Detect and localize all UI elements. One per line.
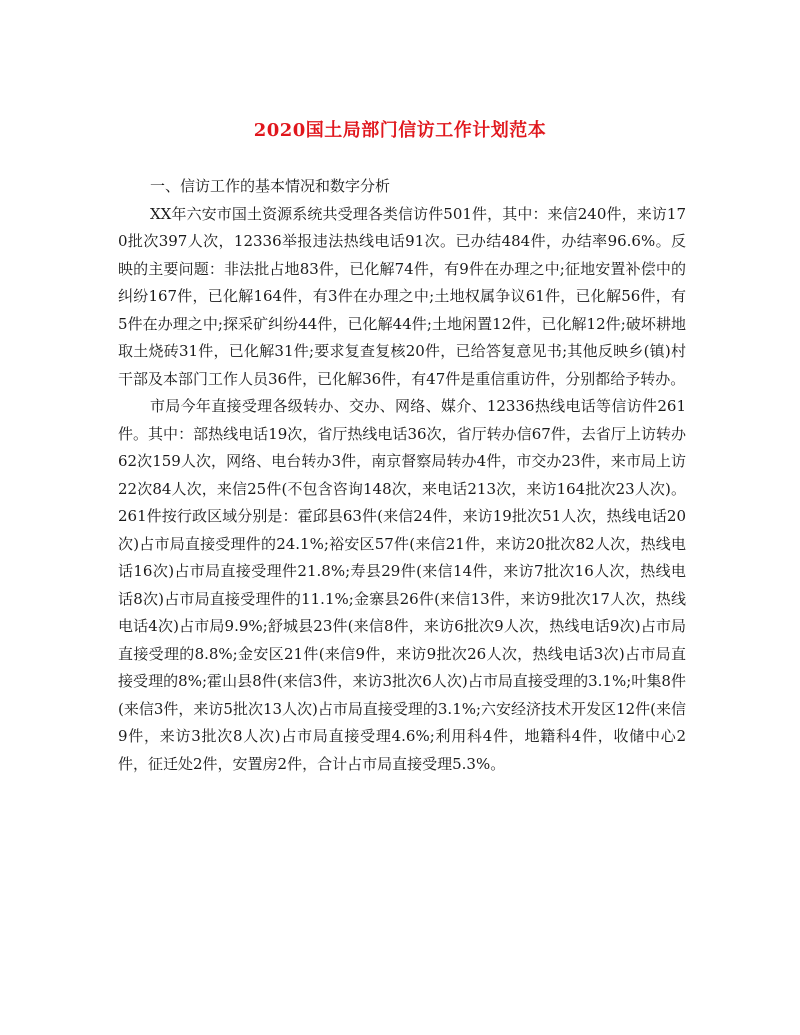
body-paragraph: 市局今年直接受理各级转办、交办、网络、媒介、12336热线电话等信访件261件。其中：部热线电话19次，省厅热线电话36次，省厅转办信67件，去省厅上访转办62次159人次，网络、电台转办3件，南京督察局转办4件，市交办23件，来市局上访22次84人次，来信25件(不包含咨询148次，来电话213次，来访164批次23人次)。261件按行政区域分别是：霍邱县63件(来信24件，来访19批次51人次，热线电话20次)占市局直接受理件的24.1%;裕安区57件(来信21件，来访20批次82人次，热线电话16次)占市局直接受理件21.8%;寿县29件(来信14件，来访7批次16人次，热线电话8次)占市局直接受理件的11.1%;金寨县26件(来信13件，来访9批次17人次，热线电话4次)占市局9.9%;舒城县23件(来信8件，来访6批次9人次，热线电话9次)占市局直接受理的8.8%;金安区21件(来信9件，来访9批次26人次，热线电话3次)占市局直接受理的8%;霍山县8件(来信3件，来访3批次6人次)占市局直接受理的3.1%;叶集8件(来信3件，来访5批次13人次)占市局直接受理的3.1%;六安经济技术开发区12件(来信9件，来访3批次8人次)占市局直接受理4.6%;利用科4件，地籍科4件，收储中心2件，征迁处2件，安置房2件，合计占市局直接受理5.3%。: [118, 397, 686, 773]
body-paragraph: XX年六安市国土资源系统共受理各类信访件501件，其中：来信240件，来访170批次397人次，12336举报违法热线电话91次。已办结484件，办结率96.6%。反映的主要问题：非法批占地83件，已化解74件，有9件在办理之中;征地安置补偿中的纠纷167件，已化解164件，有3件在办理之中;土地权属争议61件，已化解56件，有5件在办理之中;探采矿纠纷44件，已化解44件;土地闲置12件，已化解12件;破坏耕地取土烧砖31件，已化解31件;要求复查复核20件，已给答复意见书;其他反映乡(镇)村干部及本部门工作人员36件，已化解36件，有47件是重信重访件，分别都给予转办。: [118, 204, 686, 388]
document-title: 2020国土局部门信访工作计划范本: [253, 120, 547, 141]
section-heading: 一、信访工作的基本情况和数字分析: [150, 177, 391, 195]
document-body: [118, 173, 686, 778]
